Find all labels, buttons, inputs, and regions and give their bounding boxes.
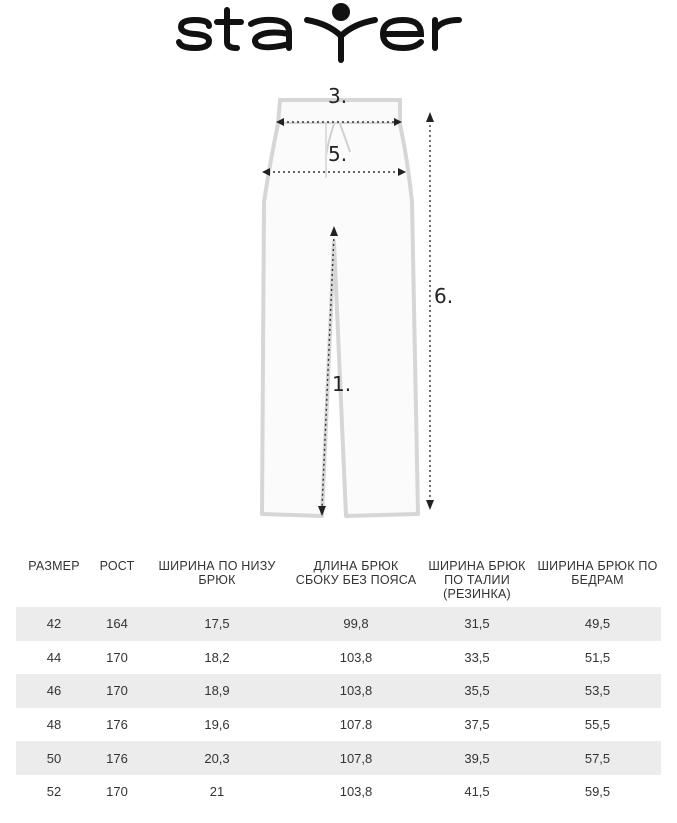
cell-height: 164 bbox=[92, 607, 142, 641]
cell-size: 46 bbox=[16, 674, 92, 708]
cell-side-length: 103,8 bbox=[292, 641, 420, 675]
cell-waist-width: 33,5 bbox=[420, 641, 534, 675]
cell-side-length: 107.8 bbox=[292, 708, 420, 742]
cell-waist-width: 41,5 bbox=[420, 775, 534, 809]
pants-outline-icon bbox=[250, 82, 450, 522]
table-row bbox=[16, 674, 661, 708]
size-table bbox=[16, 556, 661, 809]
table-row bbox=[16, 607, 661, 641]
cell-height: 176 bbox=[92, 741, 142, 775]
cell-hip-width: 55,5 bbox=[534, 708, 661, 742]
cell-height: 170 bbox=[92, 674, 142, 708]
cell-hip-width: 57,5 bbox=[534, 741, 661, 775]
cell-hem-width: 18,2 bbox=[142, 641, 292, 675]
cell-side-length: 103,8 bbox=[292, 775, 420, 809]
cell-size: 52 bbox=[16, 775, 92, 809]
cell-side-length: 107,8 bbox=[292, 741, 420, 775]
table-row bbox=[16, 741, 661, 775]
header-hip-width: ШИРИНА БРЮК ПО БЕДРАМ bbox=[537, 559, 658, 587]
cell-hip-width: 59,5 bbox=[534, 775, 661, 809]
header-size: РАЗМЕР bbox=[28, 559, 80, 573]
cell-height: 170 bbox=[92, 641, 142, 675]
header-hem-width: ШИРИНА ПО НИЗУ БРЮК bbox=[158, 559, 276, 587]
header-waist-width: ШИРИНА БРЮК ПО ТАЛИИ (РЕЗИНКА) bbox=[428, 559, 526, 601]
table-row bbox=[16, 775, 661, 809]
cell-hem-width: 17,5 bbox=[142, 607, 292, 641]
size-chart bbox=[16, 556, 661, 809]
cell-side-length: 103,8 bbox=[292, 674, 420, 708]
cell-hem-width: 18,9 bbox=[142, 674, 292, 708]
cell-hip-width: 51,5 bbox=[534, 641, 661, 675]
brand-logo bbox=[0, 2, 677, 64]
cell-waist-width: 39,5 bbox=[420, 741, 534, 775]
cell-waist-width: 37,5 bbox=[420, 708, 534, 742]
pants-measurement-diagram bbox=[250, 82, 454, 522]
table-row bbox=[16, 708, 661, 742]
measurement-label-6: 6. bbox=[434, 284, 454, 308]
cell-hip-width: 53,5 bbox=[534, 674, 661, 708]
cell-waist-width: 35,5 bbox=[420, 674, 534, 708]
cell-waist-width: 31,5 bbox=[420, 607, 534, 641]
measurement-label-3: 3. bbox=[328, 84, 348, 108]
table-row bbox=[16, 641, 661, 675]
cell-hip-width: 49,5 bbox=[534, 607, 661, 641]
stayer-logo-icon bbox=[169, 2, 509, 64]
measurement-label-5: 5. bbox=[328, 142, 348, 166]
cell-height: 176 bbox=[92, 708, 142, 742]
cell-size: 48 bbox=[16, 708, 92, 742]
cell-hem-width: 20,3 bbox=[142, 741, 292, 775]
cell-height: 170 bbox=[92, 775, 142, 809]
header-height: РОСТ bbox=[99, 559, 135, 573]
cell-side-length: 99,8 bbox=[292, 607, 420, 641]
cell-size: 42 bbox=[16, 607, 92, 641]
header-side-length: ДЛИНА БРЮК СБОКУ БЕЗ ПОЯСА bbox=[295, 559, 417, 587]
measurement-label-1: 1. bbox=[332, 372, 352, 396]
cell-hem-width: 19,6 bbox=[142, 708, 292, 742]
cell-hem-width: 21 bbox=[142, 775, 292, 809]
table-header-row bbox=[16, 556, 661, 607]
cell-size: 50 bbox=[16, 741, 92, 775]
cell-size: 44 bbox=[16, 641, 92, 675]
